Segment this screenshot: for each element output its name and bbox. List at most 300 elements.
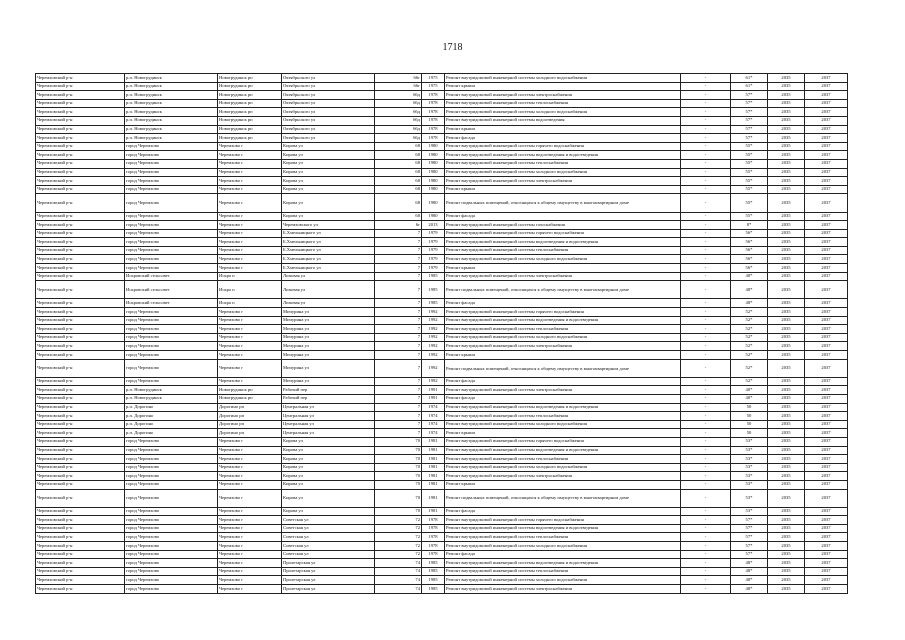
cell-district: Черемховский р-н bbox=[36, 489, 125, 507]
cell-wear-percent: 52* bbox=[731, 308, 768, 317]
cell-house-number: 66д bbox=[375, 99, 422, 108]
cell-mark: - bbox=[681, 420, 731, 429]
cell-district: Черемховский р-н bbox=[36, 403, 125, 412]
cell-build-year: 1992 bbox=[422, 377, 445, 386]
cell-locality: Дорогино рп bbox=[218, 412, 282, 421]
cell-street: Октябрьского ул bbox=[282, 99, 375, 108]
cell-locality: Черемхово г bbox=[218, 168, 282, 177]
repair-schedule-table bbox=[35, 73, 848, 594]
cell-street: Кирова ул bbox=[282, 194, 375, 212]
cell-build-year: 1980 bbox=[422, 168, 445, 177]
cell-work-type: Ремонт внутридомовой инженерной системы водоотведения и водоотведения bbox=[445, 446, 681, 455]
cell-mark: - bbox=[681, 455, 731, 464]
cell-end-year: 2037 bbox=[805, 308, 848, 317]
cell-house-number: 7 bbox=[375, 238, 422, 247]
cell-end-year: 2037 bbox=[805, 516, 848, 525]
cell-end-year: 2037 bbox=[805, 99, 848, 108]
cell-street: Кирова ул bbox=[282, 185, 375, 194]
cell-street: Кирова ул bbox=[282, 489, 375, 507]
cell-locality: Черемхово г bbox=[218, 221, 282, 230]
cell-locality: Черемхово г bbox=[218, 142, 282, 151]
cell-end-year: 2037 bbox=[805, 333, 848, 342]
cell-end-year: 2037 bbox=[805, 255, 848, 264]
table-row bbox=[36, 316, 848, 325]
cell-work-type: Ремонт внутридомовой инженерной системы холодного водоснабжения bbox=[445, 420, 681, 429]
cell-work-type: Ремонт внутридомовой инженерной системы холодного водоснабжения bbox=[445, 333, 681, 342]
cell-house-number: 66д bbox=[375, 108, 422, 117]
cell-wear-percent: 57* bbox=[731, 516, 768, 525]
cell-house-number: 7 bbox=[375, 264, 422, 273]
cell-wear-percent: 55* bbox=[731, 185, 768, 194]
cell-build-year: 1981 bbox=[422, 489, 445, 507]
cell-work-type: Ремонт внутридомовой инженерной системы холодного водоснабжения bbox=[445, 255, 681, 264]
cell-start-year: 2035 bbox=[768, 386, 805, 395]
cell-wear-percent: 56* bbox=[731, 238, 768, 247]
cell-mark: - bbox=[681, 229, 731, 238]
cell-wear-percent: 57* bbox=[731, 91, 768, 100]
cell-build-year: 1978 bbox=[422, 533, 445, 542]
cell-district: Черемховский р-н bbox=[36, 99, 125, 108]
cell-house-number: 7 bbox=[375, 394, 422, 403]
cell-district: Черемховский р-н bbox=[36, 316, 125, 325]
table-row bbox=[36, 516, 848, 525]
cell-end-year: 2037 bbox=[805, 74, 848, 83]
cell-municipality: город Черемхово bbox=[125, 351, 218, 360]
cell-street: Рабочий пер bbox=[282, 386, 375, 395]
cell-work-type: Ремонт внутридомовой инженерной системы холодного водоснабжения bbox=[445, 74, 681, 83]
cell-street: Кирова ул bbox=[282, 212, 375, 221]
cell-work-type: Ремонт внутридомовой инженерной системы горячего водоснабжения bbox=[445, 437, 681, 446]
cell-municipality: р.п. Дорогино bbox=[125, 412, 218, 421]
cell-locality: Черемхово г bbox=[218, 446, 282, 455]
cell-build-year: 1979 bbox=[422, 246, 445, 255]
cell-municipality: город Черемхово bbox=[125, 480, 218, 489]
cell-wear-percent: 53* bbox=[731, 437, 768, 446]
cell-end-year: 2037 bbox=[805, 177, 848, 186]
cell-municipality: город Черемхово bbox=[125, 325, 218, 334]
cell-work-type: Ремонт крыши bbox=[445, 185, 681, 194]
cell-build-year: 1985 bbox=[422, 567, 445, 576]
cell-end-year: 2037 bbox=[805, 446, 848, 455]
cell-street: Кирова ул bbox=[282, 437, 375, 446]
cell-end-year: 2037 bbox=[805, 480, 848, 489]
cell-wear-percent: 57* bbox=[731, 125, 768, 134]
cell-work-type: Ремонт крыши bbox=[445, 82, 681, 91]
cell-municipality: город Черемхово bbox=[125, 255, 218, 264]
cell-work-type: Ремонт внутридомовой инженерной системы холодного водоснабжения bbox=[445, 463, 681, 472]
cell-street: Октябрьского ул bbox=[282, 125, 375, 134]
cell-build-year: 1974 bbox=[422, 420, 445, 429]
cell-mark: - bbox=[681, 463, 731, 472]
cell-locality: Новогрудинск рп bbox=[218, 108, 282, 117]
cell-house-number: 74 bbox=[375, 559, 422, 568]
cell-municipality: город Черемхово bbox=[125, 316, 218, 325]
cell-end-year: 2037 bbox=[805, 585, 848, 594]
cell-street: Октябрьского ул bbox=[282, 74, 375, 83]
cell-district: Черемховский р-н bbox=[36, 272, 125, 281]
cell-end-year: 2037 bbox=[805, 351, 848, 360]
table-row bbox=[36, 429, 848, 438]
cell-locality: Черемхово г bbox=[218, 159, 282, 168]
cell-house-number: 7 bbox=[375, 342, 422, 351]
cell-build-year: 1975 bbox=[422, 82, 445, 91]
cell-district: Черемховский р-н bbox=[36, 91, 125, 100]
cell-end-year: 2037 bbox=[805, 299, 848, 308]
cell-wear-percent: 57* bbox=[731, 550, 768, 559]
cell-wear-percent: 57* bbox=[731, 99, 768, 108]
cell-municipality: город Черемхово bbox=[125, 559, 218, 568]
cell-district: Черемховский р-н bbox=[36, 168, 125, 177]
cell-district: Черемховский р-н bbox=[36, 386, 125, 395]
cell-end-year: 2037 bbox=[805, 125, 848, 134]
cell-work-type: Ремонт внутридомовой инженерной системы теплоснабжения bbox=[445, 159, 681, 168]
cell-house-number: 6г bbox=[375, 221, 422, 230]
cell-start-year: 2035 bbox=[768, 308, 805, 317]
cell-start-year: 2035 bbox=[768, 177, 805, 186]
cell-street: Советская ул bbox=[282, 542, 375, 551]
cell-build-year: 1991 bbox=[422, 386, 445, 395]
table-row bbox=[36, 420, 848, 429]
cell-work-type: Ремонт внутридомовой инженерной системы холодного водоснабжения bbox=[445, 576, 681, 585]
cell-municipality: город Черемхово bbox=[125, 159, 218, 168]
cell-mark: - bbox=[681, 99, 731, 108]
cell-work-type: Ремонт внутридомовой инженерной системы электроснабжения bbox=[445, 585, 681, 594]
cell-street: Пролетарская ул bbox=[282, 559, 375, 568]
cell-mark: - bbox=[681, 299, 731, 308]
cell-build-year: 1978 bbox=[422, 550, 445, 559]
cell-house-number: 7 bbox=[375, 412, 422, 421]
cell-mark: - bbox=[681, 159, 731, 168]
cell-build-year: 1978 bbox=[422, 134, 445, 143]
cell-district: Черемховский р-н bbox=[36, 246, 125, 255]
cell-end-year: 2037 bbox=[805, 542, 848, 551]
cell-wear-percent: 61* bbox=[731, 74, 768, 83]
cell-mark: - bbox=[681, 472, 731, 481]
cell-build-year: 1981 bbox=[422, 437, 445, 446]
table-row bbox=[36, 151, 848, 160]
cell-wear-percent: 48* bbox=[731, 567, 768, 576]
cell-build-year: 1979 bbox=[422, 238, 445, 247]
cell-end-year: 2037 bbox=[805, 559, 848, 568]
cell-street: Кирова ул bbox=[282, 159, 375, 168]
table-row bbox=[36, 185, 848, 194]
cell-build-year: 1981 bbox=[422, 463, 445, 472]
cell-start-year: 2035 bbox=[768, 99, 805, 108]
cell-municipality: город Черемхово bbox=[125, 212, 218, 221]
cell-wear-percent: 56* bbox=[731, 229, 768, 238]
cell-end-year: 2037 bbox=[805, 377, 848, 386]
cell-locality: Новогрудинск рп bbox=[218, 134, 282, 143]
cell-house-number: 7 bbox=[375, 333, 422, 342]
cell-district: Черемховский р-н bbox=[36, 229, 125, 238]
cell-work-type: Ремонт внутридомовой инженерной системы теплоснабжения bbox=[445, 412, 681, 421]
cell-start-year: 2035 bbox=[768, 489, 805, 507]
cell-house-number: 66г bbox=[375, 82, 422, 91]
cell-work-type: Ремонт фасада bbox=[445, 212, 681, 221]
table-row bbox=[36, 480, 848, 489]
cell-street: Кирова ул bbox=[282, 455, 375, 464]
table-row bbox=[36, 281, 848, 299]
cell-house-number: 72 bbox=[375, 533, 422, 542]
cell-work-type: Ремонт внутридомовой инженерной системы холодного водоснабжения bbox=[445, 168, 681, 177]
cell-mark: - bbox=[681, 185, 731, 194]
cell-start-year: 2035 bbox=[768, 151, 805, 160]
cell-district: Черемховский р-н bbox=[36, 472, 125, 481]
cell-build-year: 1980 bbox=[422, 151, 445, 160]
cell-end-year: 2037 bbox=[805, 342, 848, 351]
cell-wear-percent: 40* bbox=[731, 394, 768, 403]
cell-start-year: 2035 bbox=[768, 325, 805, 334]
cell-municipality: город Черемхово bbox=[125, 576, 218, 585]
cell-build-year: 1978 bbox=[422, 108, 445, 117]
cell-mark: - bbox=[681, 134, 731, 143]
table-row bbox=[36, 576, 848, 585]
table-row bbox=[36, 264, 848, 273]
cell-work-type: Ремонт внутридомовой инженерной системы водоотведения и водоотведения bbox=[445, 403, 681, 412]
cell-wear-percent: 57* bbox=[731, 524, 768, 533]
cell-start-year: 2035 bbox=[768, 576, 805, 585]
cell-start-year: 2035 bbox=[768, 524, 805, 533]
cell-end-year: 2037 bbox=[805, 455, 848, 464]
cell-build-year: 1974 bbox=[422, 403, 445, 412]
cell-municipality: город Черемхово bbox=[125, 489, 218, 507]
cell-house-number: 72 bbox=[375, 516, 422, 525]
cell-start-year: 2035 bbox=[768, 238, 805, 247]
cell-district: Черемховский р-н bbox=[36, 412, 125, 421]
cell-build-year: 1978 bbox=[422, 99, 445, 108]
table-row bbox=[36, 386, 848, 395]
cell-start-year: 2035 bbox=[768, 316, 805, 325]
cell-build-year: 1978 bbox=[422, 125, 445, 134]
cell-locality: Новогрудинск рп bbox=[218, 91, 282, 100]
cell-work-type: Ремонт внутридомовой инженерной системы теплоснабжения bbox=[445, 325, 681, 334]
cell-municipality: город Черемхово bbox=[125, 342, 218, 351]
cell-house-number: 74 bbox=[375, 567, 422, 576]
cell-wear-percent: 52* bbox=[731, 377, 768, 386]
cell-start-year: 2035 bbox=[768, 185, 805, 194]
cell-locality: Дорогино рп bbox=[218, 429, 282, 438]
table-row bbox=[36, 159, 848, 168]
cell-build-year: 1978 bbox=[422, 91, 445, 100]
cell-work-type: Ремонт внутридомовой инженерной системы водоотведения и водоотведения bbox=[445, 524, 681, 533]
cell-work-type: Ремонт крыши bbox=[445, 480, 681, 489]
cell-district: Черемховский р-н bbox=[36, 359, 125, 377]
cell-end-year: 2037 bbox=[805, 264, 848, 273]
cell-street: Б.Хмельницкого ул bbox=[282, 229, 375, 238]
cell-house-number: 74 bbox=[375, 585, 422, 594]
cell-mark: - bbox=[681, 394, 731, 403]
cell-end-year: 2037 bbox=[805, 403, 848, 412]
cell-wear-percent: 50 bbox=[731, 403, 768, 412]
cell-municipality: город Черемхово bbox=[125, 246, 218, 255]
cell-locality: Черемхово г bbox=[218, 567, 282, 576]
cell-start-year: 2035 bbox=[768, 272, 805, 281]
cell-end-year: 2037 bbox=[805, 134, 848, 143]
cell-municipality: город Черемхово bbox=[125, 463, 218, 472]
cell-municipality: город Черемхово bbox=[125, 359, 218, 377]
cell-locality: Черемхово г bbox=[218, 533, 282, 542]
cell-mark: - bbox=[681, 168, 731, 177]
table-row bbox=[36, 567, 848, 576]
cell-build-year: 1985 bbox=[422, 576, 445, 585]
cell-district: Черемховский р-н bbox=[36, 264, 125, 273]
cell-district: Черемховский р-н bbox=[36, 351, 125, 360]
table-row bbox=[36, 91, 848, 100]
cell-mark: - bbox=[681, 377, 731, 386]
cell-start-year: 2035 bbox=[768, 134, 805, 143]
cell-build-year: 1980 bbox=[422, 159, 445, 168]
cell-mark: - bbox=[681, 403, 731, 412]
cell-municipality: р.п. Дорогино bbox=[125, 429, 218, 438]
cell-house-number: 7 bbox=[375, 281, 422, 299]
cell-house-number: 70 bbox=[375, 472, 422, 481]
cell-work-type: Ремонт внутридомовой инженерной системы холодного водоснабжения bbox=[445, 542, 681, 551]
cell-end-year: 2037 bbox=[805, 489, 848, 507]
cell-build-year: 1985 bbox=[422, 299, 445, 308]
cell-wear-percent: 53* bbox=[731, 480, 768, 489]
cell-municipality: город Черемхово bbox=[125, 238, 218, 247]
cell-street: Кирова ул bbox=[282, 446, 375, 455]
cell-mark: - bbox=[681, 281, 731, 299]
cell-wear-percent: 48* bbox=[731, 281, 768, 299]
cell-work-type: Ремонт внутридомовой инженерной системы электроснабжения bbox=[445, 386, 681, 395]
cell-end-year: 2037 bbox=[805, 151, 848, 160]
cell-mark: - bbox=[681, 108, 731, 117]
table-row bbox=[36, 108, 848, 117]
cell-build-year: 1981 bbox=[422, 507, 445, 516]
cell-street: Советская ул bbox=[282, 533, 375, 542]
cell-street: Мичурина ул bbox=[282, 359, 375, 377]
table-row bbox=[36, 134, 848, 143]
cell-locality: Черемхово г bbox=[218, 480, 282, 489]
cell-house-number: 72 bbox=[375, 542, 422, 551]
cell-mark: - bbox=[681, 412, 731, 421]
cell-start-year: 2035 bbox=[768, 82, 805, 91]
cell-build-year: 1980 bbox=[422, 177, 445, 186]
cell-start-year: 2035 bbox=[768, 412, 805, 421]
cell-mark: - bbox=[681, 91, 731, 100]
cell-end-year: 2037 bbox=[805, 472, 848, 481]
cell-house-number: 7 bbox=[375, 386, 422, 395]
cell-street: Мичурина ул bbox=[282, 316, 375, 325]
cell-house-number: 70 bbox=[375, 489, 422, 507]
cell-start-year: 2035 bbox=[768, 342, 805, 351]
table-row bbox=[36, 550, 848, 559]
cell-district: Черемховский р-н bbox=[36, 394, 125, 403]
cell-municipality: город Черемхово bbox=[125, 177, 218, 186]
cell-start-year: 2035 bbox=[768, 403, 805, 412]
cell-locality: Черемхово г bbox=[218, 472, 282, 481]
cell-end-year: 2037 bbox=[805, 212, 848, 221]
cell-municipality: р.п. Новогрудинск bbox=[125, 74, 218, 83]
cell-district: Черемховский р-н bbox=[36, 585, 125, 594]
cell-start-year: 2035 bbox=[768, 455, 805, 464]
cell-house-number: 7 bbox=[375, 272, 422, 281]
cell-wear-percent: 61* bbox=[731, 82, 768, 91]
cell-municipality: р.п. Новогрудинск bbox=[125, 116, 218, 125]
cell-start-year: 2035 bbox=[768, 159, 805, 168]
cell-wear-percent: 56* bbox=[731, 255, 768, 264]
cell-district: Черемховский р-н bbox=[36, 221, 125, 230]
cell-start-year: 2035 bbox=[768, 255, 805, 264]
cell-house-number: 7 bbox=[375, 403, 422, 412]
cell-locality: Новогрудинск рп bbox=[218, 386, 282, 395]
cell-district: Черемховский р-н bbox=[36, 437, 125, 446]
cell-work-type: Ремонт внутридомовой инженерной системы теплоснабжения bbox=[445, 567, 681, 576]
cell-district: Черемховский р-н bbox=[36, 429, 125, 438]
cell-start-year: 2035 bbox=[768, 559, 805, 568]
cell-locality: Искра п bbox=[218, 281, 282, 299]
cell-mark: - bbox=[681, 142, 731, 151]
cell-municipality: р.п. Дорогино bbox=[125, 403, 218, 412]
cell-house-number: 7 bbox=[375, 325, 422, 334]
cell-locality: Черемхово г bbox=[218, 455, 282, 464]
table-row bbox=[36, 333, 848, 342]
cell-mark: - bbox=[681, 542, 731, 551]
cell-mark: - bbox=[681, 255, 731, 264]
cell-mark: - bbox=[681, 212, 731, 221]
cell-locality: Черемхово г bbox=[218, 576, 282, 585]
cell-locality: Черемхово г bbox=[218, 177, 282, 186]
cell-wear-percent: 53* bbox=[731, 446, 768, 455]
cell-district: Черемховский р-н bbox=[36, 524, 125, 533]
cell-house-number: 70 bbox=[375, 455, 422, 464]
cell-municipality: город Черемхово bbox=[125, 308, 218, 317]
cell-work-type: Ремонт подвальных помещений, относящихся к общему имуществу в многоквартирном доме bbox=[445, 359, 681, 377]
cell-mark: - bbox=[681, 194, 731, 212]
cell-house-number: 70 bbox=[375, 507, 422, 516]
cell-street: Советская ул bbox=[282, 516, 375, 525]
cell-work-type: Ремонт крыши bbox=[445, 125, 681, 134]
table-row bbox=[36, 238, 848, 247]
cell-start-year: 2035 bbox=[768, 542, 805, 551]
cell-house-number: 68 bbox=[375, 142, 422, 151]
table-row bbox=[36, 74, 848, 83]
cell-end-year: 2037 bbox=[805, 507, 848, 516]
cell-build-year: 1992 bbox=[422, 359, 445, 377]
cell-street: Б.Хмельницкого ул bbox=[282, 264, 375, 273]
cell-start-year: 2035 bbox=[768, 299, 805, 308]
cell-street: Кирова ул bbox=[282, 168, 375, 177]
table-row bbox=[36, 116, 848, 125]
cell-start-year: 2035 bbox=[768, 116, 805, 125]
cell-start-year: 2035 bbox=[768, 74, 805, 83]
table-row bbox=[36, 212, 848, 221]
cell-work-type: Ремонт внутридомовой инженерной системы теплоснабжения bbox=[445, 533, 681, 542]
cell-end-year: 2037 bbox=[805, 185, 848, 194]
cell-work-type: Ремонт подвальных помещений, относящихся к общему имуществу в многоквартирном доме bbox=[445, 194, 681, 212]
table-row bbox=[36, 342, 848, 351]
cell-locality: Черемхово г bbox=[218, 185, 282, 194]
table-row bbox=[36, 463, 848, 472]
cell-locality: Черемхово г bbox=[218, 585, 282, 594]
cell-locality: Черемхово г bbox=[218, 316, 282, 325]
cell-street: Липовая ул bbox=[282, 272, 375, 281]
cell-municipality: город Черемхово bbox=[125, 185, 218, 194]
cell-end-year: 2037 bbox=[805, 238, 848, 247]
cell-locality: Черемхово г bbox=[218, 246, 282, 255]
cell-build-year: 1978 bbox=[422, 516, 445, 525]
cell-end-year: 2037 bbox=[805, 194, 848, 212]
table-row bbox=[36, 221, 848, 230]
cell-street: Мичурина ул bbox=[282, 377, 375, 386]
cell-end-year: 2037 bbox=[805, 576, 848, 585]
cell-district: Черемховский р-н bbox=[36, 333, 125, 342]
cell-work-type: Ремонт крыши bbox=[445, 264, 681, 273]
table-row bbox=[36, 325, 848, 334]
cell-work-type: Ремонт внутридомовой инженерной системы электроснабжения bbox=[445, 272, 681, 281]
cell-work-type: Ремонт внутридомовой инженерной системы водоотведения и водоотведения bbox=[445, 559, 681, 568]
